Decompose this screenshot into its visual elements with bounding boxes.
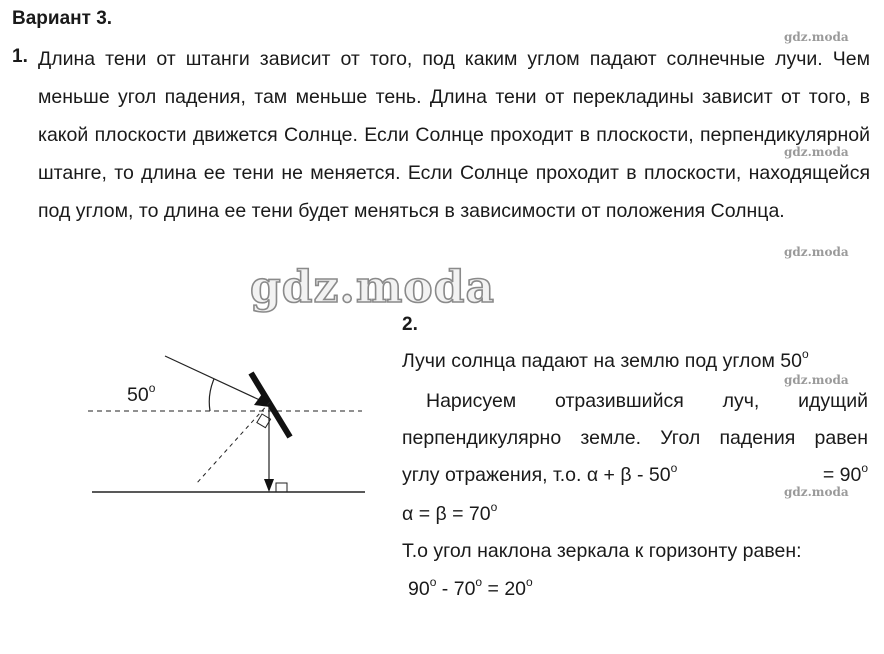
incident-ray <box>165 356 264 402</box>
task2-line4: углу отражения, т.о. α + β - 50$^o$ = $90^o$ <box>402 461 868 486</box>
angle-arc <box>209 379 214 411</box>
task2-line5: $\alpha = \beta = 70^o$ <box>402 500 498 525</box>
task2-line6: Т.о угол наклона зеркала к горизонту равен: <box>402 540 802 562</box>
angle-label: 50$^o$ <box>127 381 156 406</box>
ground-right-angle-mark <box>276 483 287 492</box>
watermark-small: gdz.moda <box>784 245 849 259</box>
task2-number: 2. <box>402 314 418 335</box>
task2-line1: Лучи солнца падают на землю под углом 50$^o$ <box>402 347 809 372</box>
variant-title: Вариант 3. <box>12 8 113 29</box>
watermark-small: gdz.moda <box>784 485 849 499</box>
watermark-small: gdz.moda <box>784 30 849 44</box>
watermark-small: gdz.moda <box>784 373 849 387</box>
task2-line2: Нарисуем отразившийся луч, идущий <box>426 390 868 412</box>
watermark-small: gdz.moda <box>784 145 849 159</box>
task1-number: 1. <box>12 46 28 67</box>
task2-line7: $90^o - 70^o = 20^o$ <box>408 575 533 600</box>
watermark-large: gdz.moda <box>250 262 496 313</box>
normal-dashed-line <box>196 402 270 484</box>
task1-text: Длина тени от штанги зависит от того, под каким углом падают солнечные лучи. Чем меньше угол падения, там меньше тень. Длина тени от перекладины зависит от того, в какой плоскости движется Солнце. Если Солнце проходит в плоскости, перпендикулярной штанге, то длина ее тени не меняется. Если Солнце проходит в плоскости, находящейся под углом, то длина ее тени будет меняться в зависимости от положения Солнца. <box>38 48 870 222</box>
reflected-ray-arrowhead <box>264 479 274 492</box>
task2-line3: перпендикулярно земле. Угол падения равен <box>402 427 868 449</box>
